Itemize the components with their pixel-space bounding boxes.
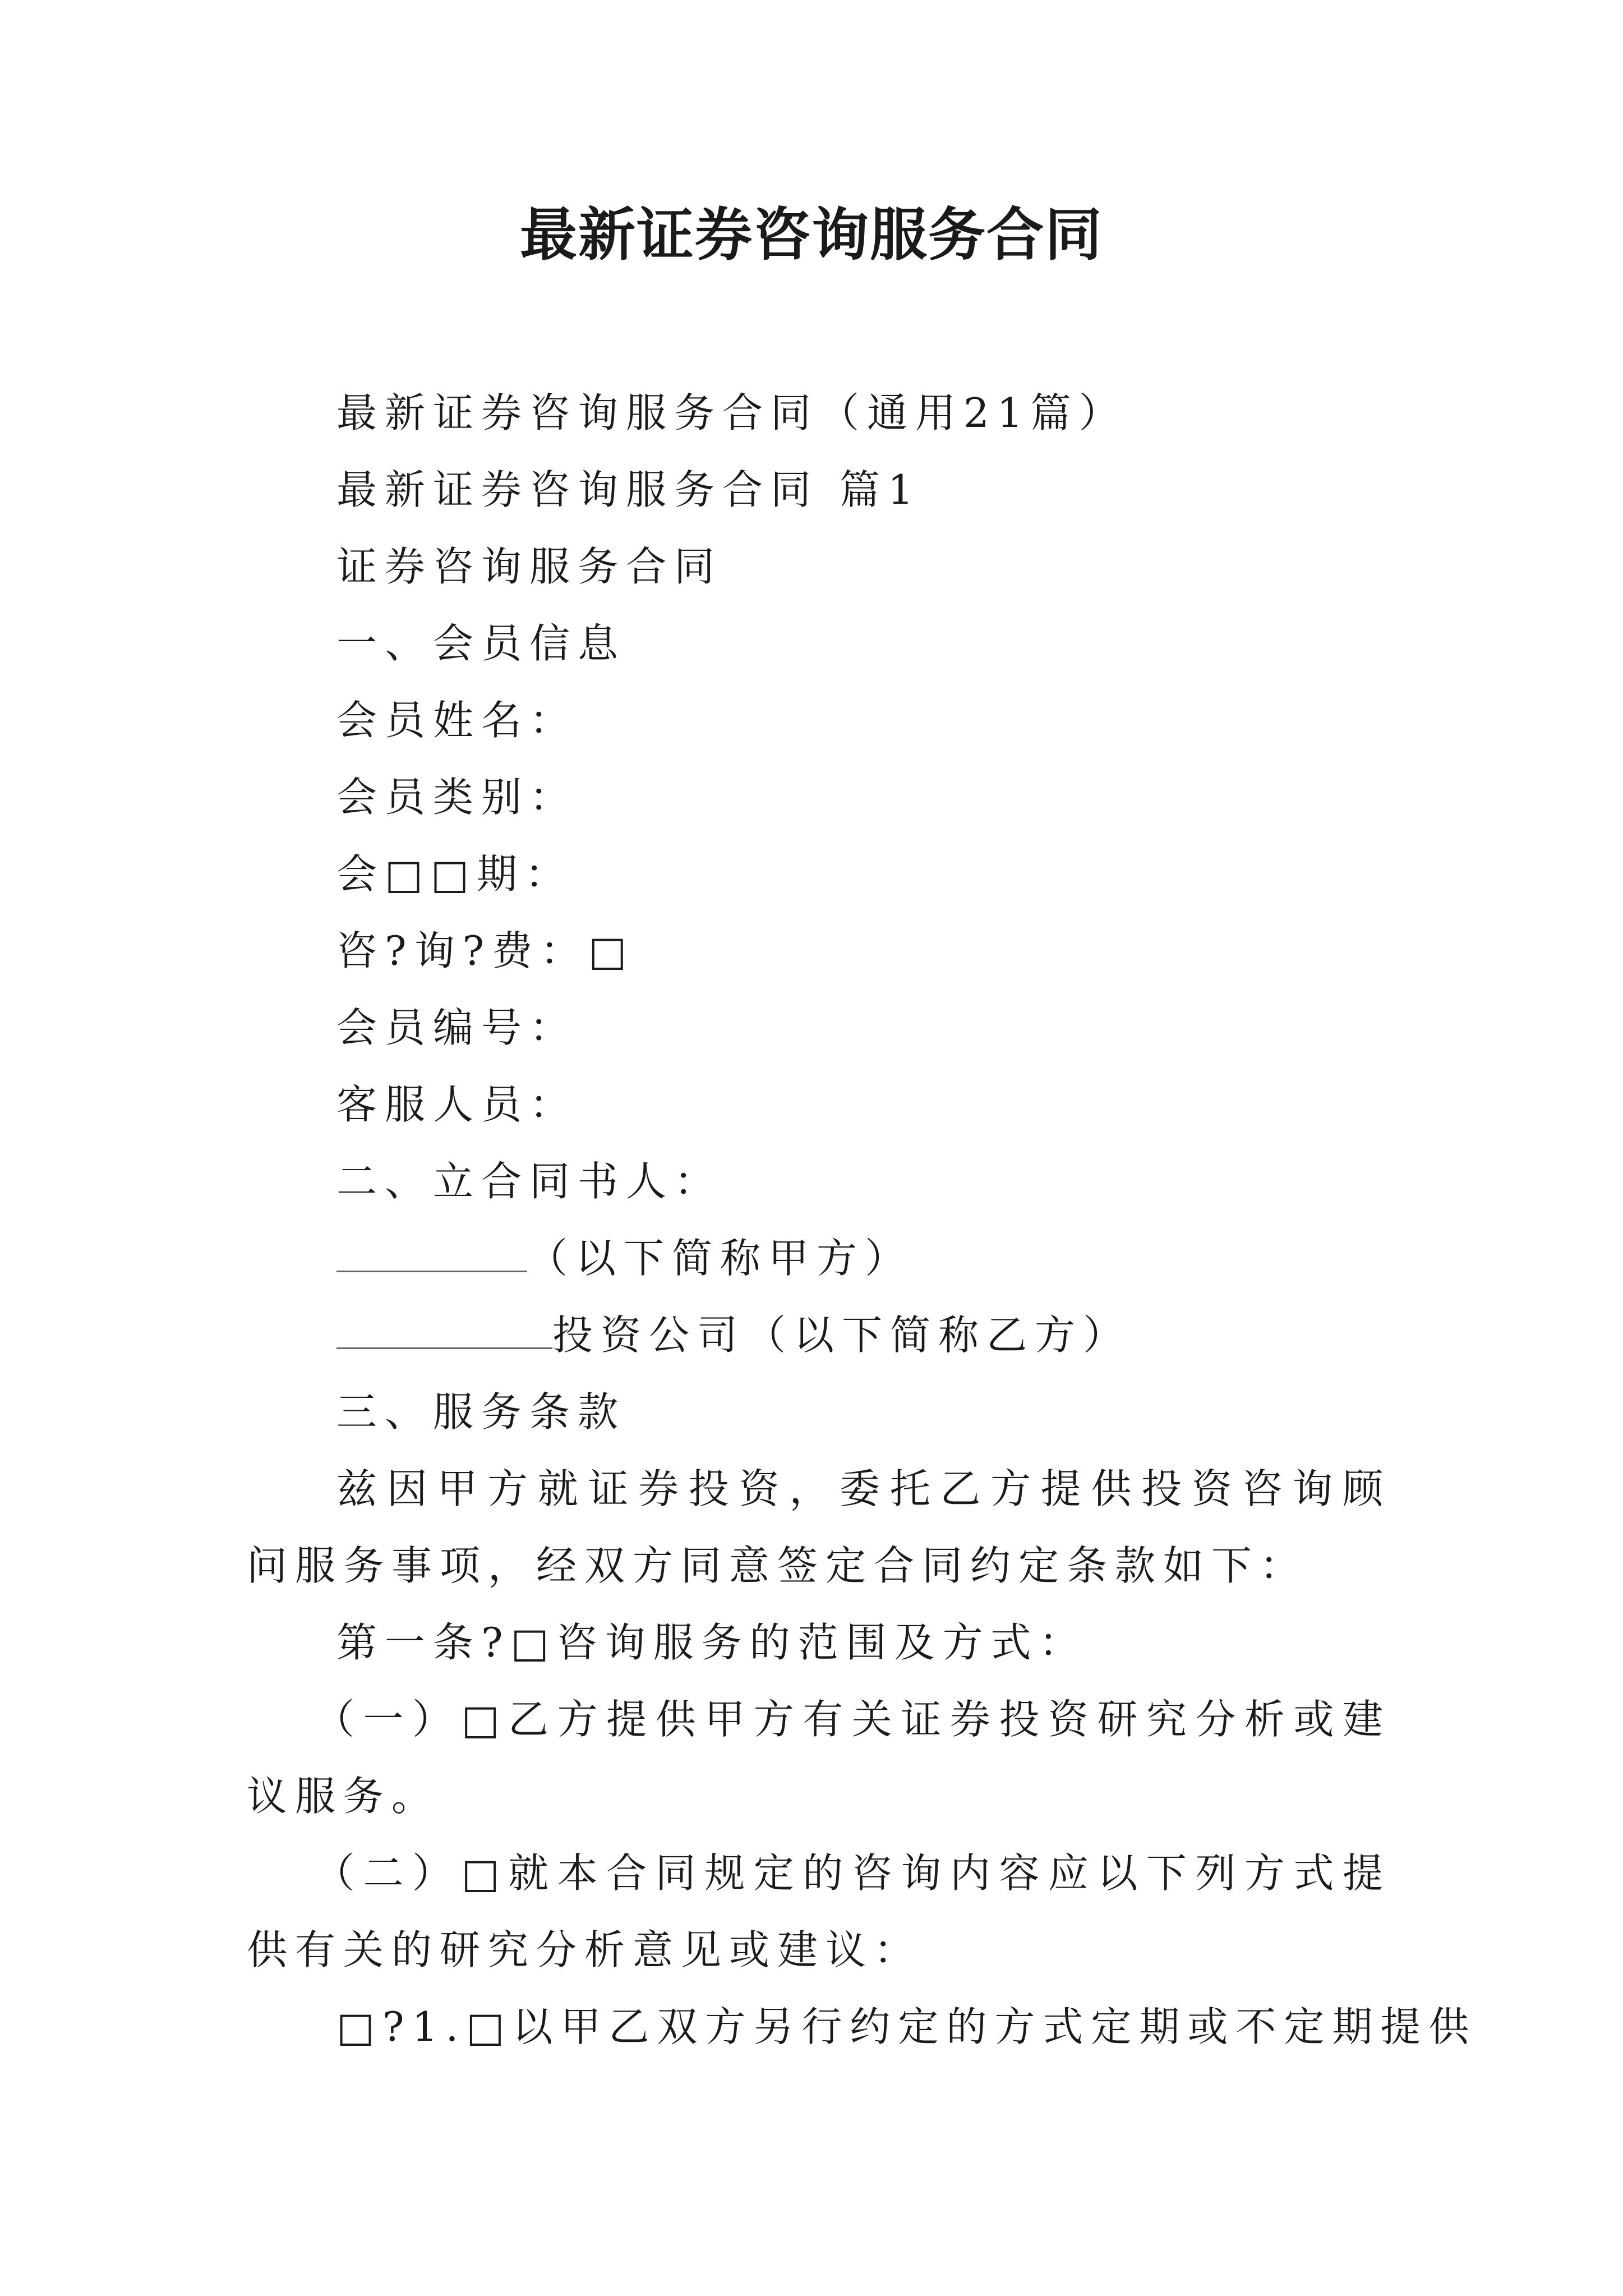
party-b-label: 投资公司（以下简称乙方）: [552, 1312, 1132, 1359]
consulting-fee-field: 咨?询?费：□: [336, 927, 635, 974]
service-terms-heading: 三、服务条款: [336, 1388, 626, 1435]
service-staff-field: 客服人员：: [336, 1081, 578, 1128]
party-b-blank: [336, 1315, 552, 1349]
document-body: [247, 375, 1477, 2065]
parties-heading: 二、立合同书人：: [336, 1158, 723, 1205]
paragraph-clause-1-text: （一）□乙方提供甲方有关证券投资研究分析或建议服务。: [247, 1696, 1391, 1820]
member-category-field: 会员类别：: [336, 774, 578, 821]
article-one-heading: 第一条?□咨询服务的范围及方式：: [336, 1619, 1087, 1666]
party-a-label: （以下简称甲方）: [527, 1235, 914, 1282]
paragraph-clause-2: [247, 1835, 1391, 1989]
member-number-field: 会员编号：: [336, 1004, 578, 1051]
party-b-line: [247, 1297, 1391, 1374]
member-name-field: 会员姓名：: [336, 697, 578, 744]
document-title: 最新证券咨询服务合同: [520, 202, 1103, 269]
member-period-field: 会□□期：: [336, 850, 574, 898]
party-a-blank: [336, 1238, 527, 1272]
member-info-heading: 一、会员信息: [336, 620, 626, 667]
subtitle-line: 最新证券咨询服务合同（通用21篇）: [336, 389, 1127, 436]
section-heading: 最新证券咨询服务合同 篇1: [336, 466, 921, 513]
paragraph-intro: [247, 1451, 1391, 1604]
paragraph-clause-2-text: （二）□就本合同规定的咨询内容应以下列方式提供有关的研究分析意见或建议：: [247, 1849, 1391, 1973]
contract-name: 证券咨询服务合同: [336, 543, 723, 590]
clause-item-1: □?1.□以甲乙双方另行约定的方式定期或不定期提供: [336, 2003, 1477, 2050]
paragraph-intro-text: 兹因甲方就证券投资，委托乙方提供投资咨询顾问服务事项，经双方同意签定合同约定条款如下：: [247, 1465, 1391, 1589]
party-a-line: [247, 1220, 1391, 1297]
paragraph-clause-1: [247, 1681, 1391, 1835]
